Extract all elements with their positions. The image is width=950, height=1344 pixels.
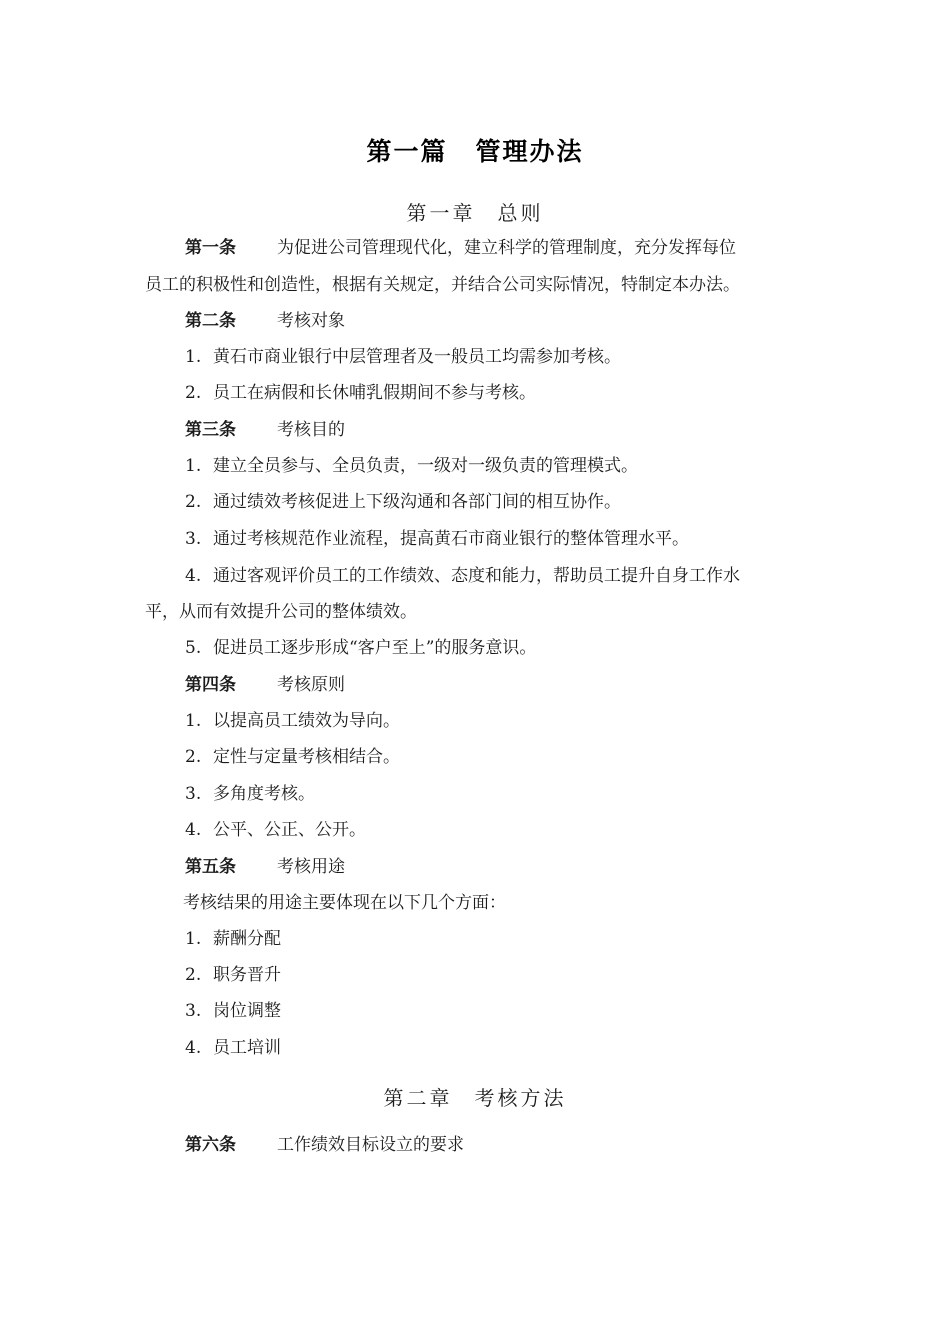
article-intro: 考核结果的用途主要体现在以下几个方面： [183,893,506,913]
list-item [185,963,281,987]
list-number: 2. [185,383,202,403]
list-item [185,636,536,660]
list-text: 多角度考核。 [213,784,315,804]
article-heading [185,309,345,333]
part-title [0,132,950,168]
list-text: 职务晋升 [213,965,281,985]
list-number: 4. [185,1038,202,1058]
list-item [185,745,400,769]
list-item [185,527,689,551]
article-heading [185,418,345,442]
article-title: 考核原则 [277,675,345,695]
list-number: 2. [185,492,202,512]
list-text-continued: 平，从而有效提升公司的整体绩效。 [145,602,417,622]
list-text: 以提高员工绩效为导向。 [213,711,400,731]
chapter-heading [0,197,950,226]
part-name: 管理办法 [475,137,584,166]
article-label: 第三条 [185,420,236,440]
article-heading [185,236,736,260]
list-number: 1. [185,929,202,949]
list-text: 公平、公正、公开。 [213,820,366,840]
list-text: 员工培训 [213,1038,281,1058]
list-item [185,927,281,951]
list-number: 1. [185,456,202,476]
list-number: 1. [185,347,202,367]
list-item [185,782,315,806]
list-number: 3. [185,1001,202,1021]
chapter-name: 考核方法 [474,1086,567,1110]
article-title: 工作绩效目标设立的要求 [277,1135,464,1155]
chapter-name: 总则 [497,201,544,225]
article-heading [185,1133,464,1157]
list-item [185,709,400,733]
list-item [185,564,740,588]
chapter-heading [0,1082,950,1111]
chapter-label: 第一章 [406,201,476,225]
list-text: 定性与定量考核相结合。 [213,747,400,767]
article-title: 考核目的 [277,420,345,440]
list-item [185,490,621,514]
list-text: 通过考核规范作业流程，提高黄石市商业银行的整体管理水平。 [213,529,689,549]
list-text: 薪酬分配 [213,929,281,949]
chapter-label: 第二章 [383,1086,453,1110]
list-item [185,818,366,842]
list-number: 4. [185,566,202,586]
article-heading [185,673,345,697]
list-text: 建立全员参与、全员负责，一级对一级负责的管理模式。 [213,456,638,476]
article-label: 第四条 [185,675,236,695]
list-text: 促进员工逐步形成“客户至上”的服务意识。 [213,638,537,658]
article-text: 为促进公司管理现代化，建立科学的管理制度，充分发挥每位 [277,238,736,258]
article-label: 第六条 [185,1135,236,1155]
list-number: 2. [185,747,202,767]
list-item [185,381,536,405]
list-number: 1. [185,711,202,731]
list-number: 5. [185,638,202,658]
list-text: 通过客观评价员工的工作绩效、态度和能力，帮助员工提升自身工作水 [213,566,740,586]
list-text: 通过绩效考核促进上下级沟通和各部门间的相互协作。 [213,492,621,512]
list-text: 岗位调整 [213,1001,281,1021]
list-number: 3. [185,529,202,549]
article-label: 第二条 [185,311,236,331]
article-title: 考核对象 [277,311,345,331]
article-heading [185,855,345,879]
list-text: 黄石市商业银行中层管理者及一般员工均需参加考核。 [213,347,621,367]
list-number: 3. [185,784,202,804]
article-title: 考核用途 [277,857,345,877]
list-item [185,999,281,1023]
article-label: 第一条 [185,238,236,258]
article-text-continued: 员工的积极性和创造性，根据有关规定，并结合公司实际情况，特制定本办法。 [145,275,740,295]
list-number: 2. [185,965,202,985]
list-number: 4. [185,820,202,840]
list-item [185,1036,281,1060]
list-text: 员工在病假和长休哺乳假期间不参与考核。 [213,383,536,403]
list-item [185,454,638,478]
article-label: 第五条 [185,857,236,877]
part-label: 第一篇 [366,137,448,166]
list-item [185,345,621,369]
